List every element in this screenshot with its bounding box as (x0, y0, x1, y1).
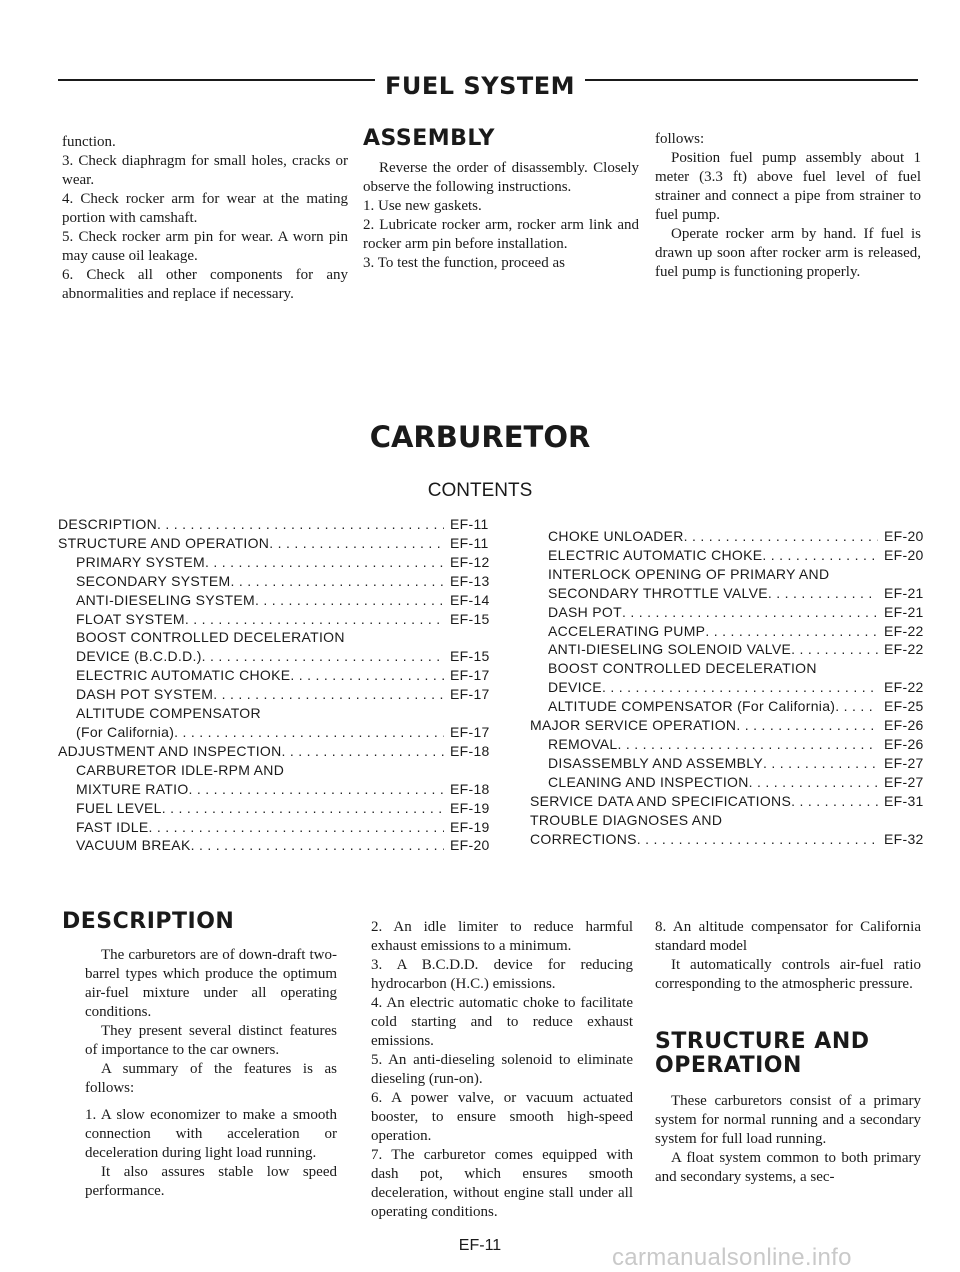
toc-leader-dots (684, 527, 878, 546)
toc-entry-page: EF-32 (884, 830, 924, 847)
toc-entry-page: EF-11 (450, 516, 489, 532)
paragraph: 3. A B.C.D.D. device for reducing hydrocarbon (H.C.) emissions. (371, 957, 633, 992)
toc-entry-title: ANTI-DIESELING SYSTEM (76, 591, 255, 608)
toc-entry (58, 799, 490, 818)
toc-leader-dots (162, 799, 444, 818)
toc-leader-dots (762, 546, 878, 565)
toc-entry (58, 572, 490, 591)
toc-entry-page: EF-19 (450, 818, 490, 835)
toc-entry-page: EF-15 (450, 648, 490, 665)
paragraph: 5. An anti-dieseling solenoid to eliminate dieseling (run-on). (371, 1052, 633, 1087)
paragraph: 1. Use new gaskets. (363, 198, 482, 214)
paragraph: function. (62, 134, 116, 150)
toc-entry-page: EF-27 (884, 754, 924, 771)
toc-entry (58, 742, 490, 761)
top-left-column (62, 133, 348, 304)
toc-leader-dots (736, 716, 878, 735)
toc-leader-dots (185, 610, 444, 629)
toc-entry (58, 818, 490, 837)
paragraph: 6. Check all other components for any abnormalities and replace if necessary. (62, 267, 348, 302)
toc-entry (58, 780, 490, 799)
toc-leader-dots (791, 640, 878, 659)
toc-leader-dots (749, 773, 878, 792)
toc-entry-page: EF-19 (450, 799, 490, 816)
paragraph: 6. A power valve, or vacuum actuated booster, to ensure smooth high-speed operation. (371, 1090, 633, 1144)
toc-leader-dots (189, 780, 444, 799)
toc-entry-title: BOOST CONTROLLED DECELERATION (76, 629, 345, 646)
toc-entry-title: (For California) (76, 723, 175, 740)
toc-leader-dots (174, 723, 444, 742)
toc-entry (58, 761, 486, 780)
toc-entry (530, 830, 924, 849)
toc-entry-title: ALTITUDE COMPENSATOR (For California) (548, 698, 836, 715)
toc-entry (58, 647, 490, 666)
toc-entry-title: BOOST CONTROLLED DECELERATION (548, 660, 817, 677)
paragraph: 3. To test the function, proceed as (363, 255, 565, 271)
toc-entry (530, 678, 924, 697)
paragraph: 8. An altitude compensator for California standard model (655, 919, 921, 954)
structure-heading-line: STRUCTURE AND (655, 1029, 870, 1054)
toc-entry (530, 565, 920, 584)
toc-entry (58, 836, 490, 855)
toc-entry-title: CORRECTIONS (530, 830, 637, 847)
toc-entry-title: REMOVAL (548, 735, 618, 752)
toc-entry-title: FUEL LEVEL (76, 799, 162, 816)
toc-entry-title: DISASSEMBLY AND ASSEMBLY (548, 754, 763, 771)
toc-entry (530, 546, 924, 565)
toc-leader-dots (768, 584, 878, 603)
toc-entry (530, 659, 920, 678)
toc-entry-page: EF-22 (884, 641, 924, 658)
toc-leader-dots (282, 742, 445, 761)
top-right-column (655, 130, 921, 282)
toc-leader-dots (835, 697, 878, 716)
paragraph: 4. An electric automatic choke to facilitate cold starting and to reduce exhaust emissions. (371, 995, 633, 1049)
toc-leader-dots (230, 572, 444, 591)
paragraph: 1. A slow economizer to make a smooth connection with acceleration or deceleration during light load running. (85, 1107, 337, 1161)
toc-entry-page: EF-13 (450, 572, 490, 589)
toc-entry-title: DEVICE (B.C.D.D.) (76, 648, 202, 665)
toc-entry (58, 553, 490, 572)
toc-entry (530, 697, 924, 716)
page-header (0, 72, 960, 100)
toc-entry-page: EF-12 (450, 553, 490, 570)
assembly-column (363, 127, 639, 273)
toc-entry-page: EF-17 (450, 686, 490, 703)
toc-entry-title: ELECTRIC AUTOMATIC CHOKE (548, 546, 763, 563)
toc-entry-page: EF-21 (884, 603, 924, 620)
paragraph: 2. Lubricate rocker arm, rocker arm link and rocker arm pin before installation. (363, 217, 639, 252)
toc-entry-title: ALTITUDE COMPENSATOR (76, 705, 261, 722)
toc-entry (530, 735, 924, 754)
toc-entry-title: DESCRIPTION (58, 516, 157, 532)
toc-leader-dots (602, 678, 878, 697)
right-bottom-column (655, 918, 921, 1187)
toc-entry-title: VACUUM BREAK (76, 837, 191, 854)
toc-leader-dots (205, 553, 444, 572)
toc-entry-page: EF-11 (450, 534, 489, 551)
toc-entry-page: EF-14 (450, 591, 490, 608)
toc-entry (58, 610, 490, 629)
toc-entry-page: EF-22 (884, 679, 924, 696)
toc-leader-dots (157, 515, 444, 534)
watermark: carmanualsonline.info (612, 1244, 852, 1271)
toc-entry (58, 515, 489, 534)
paragraph: A float system common to both primary and secondary systems, a sec- (655, 1150, 921, 1185)
toc-entry-title: ACCELERATING PUMP (548, 622, 706, 639)
structure-heading-line: OPERATION (655, 1053, 802, 1078)
toc-leader-dots (269, 534, 444, 553)
paragraph: 4. Check rocker arm for wear at the mating portion with camshaft. (62, 191, 348, 226)
toc-leader-dots (618, 735, 878, 754)
features-column (371, 918, 633, 1222)
header-title: FUEL SYSTEM (375, 72, 585, 100)
toc-entry-page: EF-18 (450, 780, 490, 797)
toc-leader-dots (202, 647, 444, 666)
toc-entry-title: CHOKE UNLOADER (548, 528, 684, 544)
description-heading: DESCRIPTION (62, 909, 235, 934)
toc-entry-title: TROUBLE DIAGNOSES AND (530, 811, 723, 828)
toc-entry-title: SERVICE DATA AND SPECIFICATIONS (530, 792, 792, 809)
toc-entry-page: EF-20 (450, 837, 490, 854)
toc-entry (58, 666, 490, 685)
toc-entry-page: EF-26 (884, 717, 924, 734)
toc-entry (58, 534, 489, 553)
toc-entry (530, 603, 924, 622)
toc-entry-page: EF-31 (884, 792, 924, 809)
toc-entry (58, 628, 486, 647)
toc-entry-title: DASH POT SYSTEM (76, 686, 214, 703)
toc-entry (530, 584, 924, 603)
toc-entry-title: DEVICE (548, 679, 602, 696)
toc-entry-page: EF-15 (450, 610, 490, 627)
toc-entry (58, 685, 490, 704)
paragraph: They present several distinct features of importance to the car owners. (85, 1023, 337, 1058)
toc-leader-dots (191, 836, 444, 855)
toc-entry-title: CLEANING AND INSPECTION (548, 773, 749, 790)
section-title: CARBURETOR (369, 420, 591, 454)
toc-entry-page: EF-20 (884, 528, 924, 544)
toc-leader-dots (255, 591, 444, 610)
toc-entry (530, 773, 924, 792)
toc-entry-title: SECONDARY THROTTLE VALVE (548, 584, 768, 601)
paragraph: A summary of the features is as follows: (85, 1061, 337, 1096)
toc-entry-title: ELECTRIC AUTOMATIC CHOKE (76, 667, 291, 684)
toc-entry (530, 792, 924, 811)
toc-entry (530, 716, 924, 735)
contents-title: CONTENTS (427, 480, 533, 501)
toc-entry-title: PRIMARY SYSTEM (76, 553, 205, 570)
toc-entry-page: EF-25 (884, 698, 924, 715)
toc-entry-title: INTERLOCK OPENING OF PRIMARY AND (548, 565, 830, 582)
toc-entry (58, 591, 490, 610)
assembly-heading: ASSEMBLY (363, 126, 495, 151)
toc-entry (530, 811, 920, 830)
paragraph: 3. Check diaphragm for small holes, cracks or wear. (62, 153, 348, 188)
toc-entry-title: FLOAT SYSTEM (76, 610, 185, 627)
toc-entry-page: EF-27 (884, 773, 924, 790)
toc-right (530, 527, 924, 848)
toc-leader-dots (705, 622, 878, 641)
toc-entry-title: STRUCTURE AND OPERATION (58, 534, 270, 551)
description-column (62, 909, 337, 1201)
toc-entry (58, 723, 490, 742)
toc-entry-page: EF-17 (450, 723, 490, 740)
toc-leader-dots (148, 818, 444, 837)
paragraph: The carburetors are of down-draft two-barrel types which produce the optimum air-fuel mixture under all operating conditions. (85, 947, 337, 1020)
paragraph: It also assures stable low speed performance. (85, 1164, 337, 1199)
paragraph: These carburetors consist of a primary system for normal running and a secondary system for full load running. (655, 1093, 921, 1147)
paragraph: follows: (655, 131, 705, 147)
toc-entry-title: CARBURETOR IDLE-RPM AND (76, 761, 285, 778)
toc-entry-title: ADJUSTMENT AND INSPECTION (58, 742, 282, 759)
toc-entry (530, 622, 924, 641)
toc-leader-dots (290, 666, 444, 685)
toc-entry-page: EF-21 (884, 584, 924, 601)
paragraph: Reverse the order of disassembly. Closely observe the following instructions. (363, 160, 639, 195)
toc-entry (58, 704, 486, 723)
toc-entry (530, 640, 924, 659)
paragraph: 5. Check rocker arm pin for wear. A worn pin may cause oil leakage. (62, 229, 348, 264)
toc-left (58, 515, 490, 855)
toc-entry-page: EF-20 (884, 546, 924, 563)
toc-entry-title: MIXTURE RATIO (76, 780, 189, 797)
structure-heading (655, 1030, 921, 1078)
toc-entry-title: MAJOR SERVICE OPERATION (530, 717, 737, 734)
paragraph: 2. An idle limiter to reduce harmful exhaust emissions to a minimum. (371, 919, 633, 954)
toc-leader-dots (763, 754, 878, 773)
toc-entry-title: FAST IDLE (76, 818, 149, 835)
toc-entry-page: EF-18 (450, 742, 490, 759)
toc-entry (530, 754, 924, 773)
paragraph: Operate rocker arm by hand. If fuel is drawn up soon after rocker arm is released, fuel pump is functioning properly. (655, 226, 921, 280)
toc-leader-dots (637, 830, 878, 849)
toc-entry-page: EF-17 (450, 667, 490, 684)
toc-leader-dots (213, 685, 444, 704)
toc-entry-page: EF-26 (884, 735, 924, 752)
toc-entry-title: ANTI-DIESELING SOLENOID VALVE (548, 641, 792, 658)
toc-leader-dots (791, 792, 878, 811)
toc-leader-dots (622, 603, 878, 622)
toc-entry-title: DASH POT (548, 603, 622, 620)
page-number: EF-11 (458, 1237, 502, 1254)
toc-entry-page: EF-22 (884, 622, 924, 639)
paragraph: It automatically controls air-fuel ratio corresponding to the atmospheric pressure. (655, 957, 921, 992)
paragraph: 7. The carburetor comes equipped with dash pot, which ensures smooth deceleration, without engine stall under all operating conditions. (371, 1147, 633, 1220)
toc-entry (530, 527, 924, 546)
paragraph: Position fuel pump assembly about 1 meter (3.3 ft) above fuel level of fuel strainer and connect a pipe from strainer to fuel pump. (655, 150, 921, 223)
toc-entry-title: SECONDARY SYSTEM (76, 572, 231, 589)
